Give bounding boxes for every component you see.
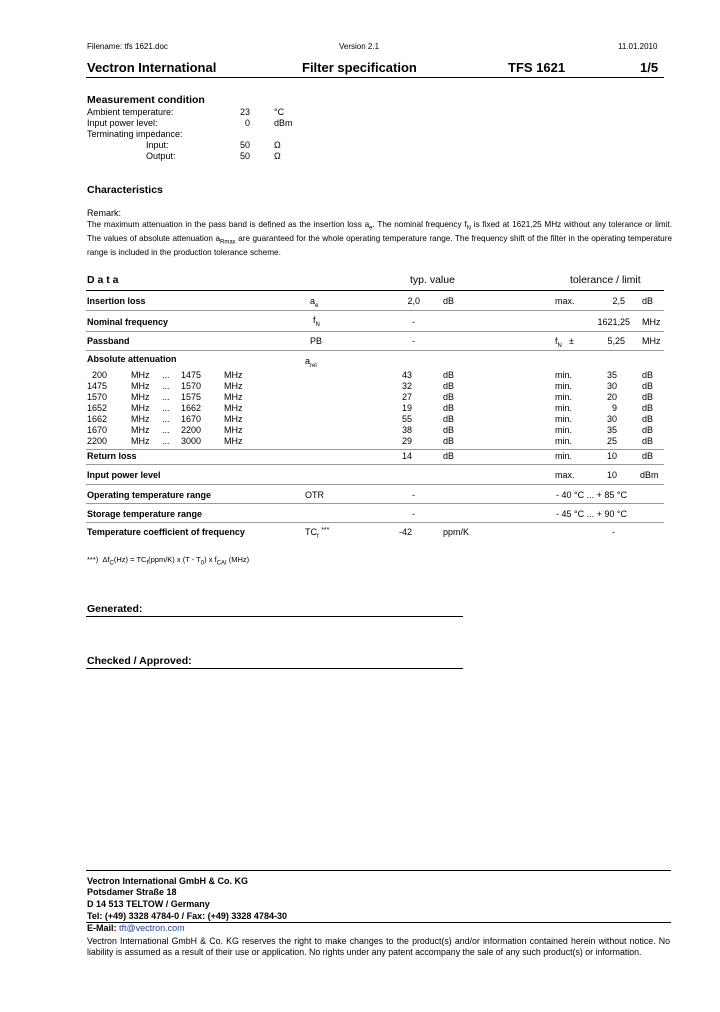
attenuation-cell-kind: min. [555, 403, 573, 413]
storage-limit: - 45 °C ... + 90 °C [556, 509, 627, 519]
attenuation-cell-u1: MHz [131, 370, 150, 380]
row-rule [86, 484, 664, 485]
meas-value: 50 [239, 151, 250, 161]
row-rule [86, 464, 664, 465]
attenuation-cell-unit: dB [443, 370, 455, 380]
attenuation-cell-f2: 3000 [180, 436, 201, 446]
header-company: Vectron International [87, 60, 217, 75]
return-loss-limit-unit: dB [642, 451, 654, 461]
attenuation-cell-lim: 25 [606, 436, 617, 446]
attenuation-cell-lim: 30 [606, 414, 617, 424]
attenuation-cell-lim: 35 [606, 370, 617, 380]
meas-unit: Ω [274, 140, 281, 150]
attenuation-cell-lim-unit: dB [642, 425, 654, 435]
footnote: ***) $\Delta f_C(Hz) = TC_f(ppm/K)$ x $(T - T_0)$ x $f_{CAI}$ (MHz) [87, 555, 250, 567]
attenuation-cell-f2: 1662 [180, 403, 201, 413]
attenuation-cell-u2: MHz [224, 370, 243, 380]
attenuation-cell-typ: 43 [401, 370, 412, 380]
otr-typ: - [412, 490, 415, 500]
attenuation-cell-dots: ... [162, 403, 170, 413]
col-tol-header: tolerance / limit [570, 274, 641, 286]
attenuation-cell-typ: 38 [401, 425, 412, 435]
attenuation-cell-f1: 2200 [87, 436, 108, 446]
row-rule [86, 449, 664, 450]
attenuation-cell-f2: 1575 [180, 392, 201, 402]
attenuation-cell-f2: 1670 [180, 414, 201, 424]
meas-label: Ambient temperature: [87, 107, 174, 117]
meas-unit: °C [274, 107, 285, 117]
footer-disclaimer: Vectron International GmbH & Co. KG reserves the right to make changes to the product(s) and/or information contained herein without notice. No liability is assumed as a result of their use or application. No rights under any patent accompany the sale of any such product(s) or information. [87, 936, 670, 957]
input-power-limit-kind: max. [555, 470, 575, 480]
return-loss-limit-kind: min. [555, 451, 573, 461]
passband-label: Passband [87, 336, 130, 346]
attenuation-cell-typ: 19 [401, 403, 412, 413]
absolute-attenuation-label: Absolute attenuation [87, 354, 177, 364]
passband-plus-minus: ± [569, 336, 574, 346]
row-rule [86, 310, 664, 311]
attenuation-cell-lim-unit: dB [642, 370, 654, 380]
email-link[interactable]: tft@vectron.com [119, 923, 185, 933]
input-power-limit: 10 [606, 470, 617, 480]
attenuation-cell-typ: 27 [401, 392, 412, 402]
attenuation-cell-dots: ... [162, 425, 170, 435]
attenuation-cell-lim: 30 [606, 381, 617, 391]
attenuation-cell-f1: 1570 [87, 392, 108, 402]
row-rule [86, 522, 664, 523]
attenuation-cell-f2: 1570 [180, 381, 201, 391]
meas-unit: Ω [274, 151, 281, 161]
attenuation-cell-kind: min. [555, 436, 573, 446]
attenuation-cell-unit: dB [443, 392, 455, 402]
attenuation-cell-lim-unit: dB [642, 381, 654, 391]
meas-label: Terminating impedance: [87, 129, 183, 139]
attenuation-cell-lim: 35 [606, 425, 617, 435]
meas-value: 23 [239, 107, 250, 117]
storage-label: Storage temperature range [87, 509, 203, 519]
passband-symbol: PB [310, 336, 323, 346]
attenuation-cell-kind: min. [555, 425, 573, 435]
tcf-limit: - [612, 527, 615, 537]
footer-company: Vectron International GmbH & Co. KG [87, 876, 249, 886]
row-rule [86, 503, 664, 504]
input-power-limit-unit: dBm [640, 470, 659, 480]
attenuation-cell-dots: ... [162, 370, 170, 380]
meas-label: Input: [146, 140, 169, 150]
attenuation-cell-u2: MHz [224, 381, 243, 391]
tcf-symbol: $TC_f$ *** [305, 527, 330, 540]
insertion-loss-symbol: $a_e$ [310, 296, 319, 309]
insertion-loss-limit-kind: max. [555, 296, 575, 306]
attenuation-cell-typ: 29 [401, 436, 412, 446]
otr-limit: - 40 °C ... + 85 °C [556, 490, 627, 500]
meas-label: Input power level: [87, 118, 158, 128]
tcf-unit: ppm/K [443, 527, 470, 537]
header-filename: Filename: tfs 1621.doc [87, 42, 168, 51]
attenuation-cell-dots: ... [162, 414, 170, 424]
attenuation-cell-u2: MHz [224, 403, 243, 413]
attenuation-cell-u1: MHz [131, 381, 150, 391]
checked-signature-line [86, 668, 463, 669]
checked-label: Checked / Approved: [87, 655, 192, 667]
header-part-number: TFS 1621 [508, 60, 566, 75]
footer-city: D 14 513 TELTOW / Germany [87, 899, 210, 909]
tcf-typ: -42 [398, 527, 412, 537]
attenuation-cell-f1: 1652 [87, 403, 108, 413]
attenuation-cell-kind: min. [555, 370, 573, 380]
attenuation-cell-lim-unit: dB [642, 392, 654, 402]
footer-street: Potsdamer Straße 18 [87, 887, 177, 897]
generated-label: Generated: [87, 603, 143, 615]
attenuation-cell-kind: min. [555, 381, 573, 391]
attenuation-cell-dots: ... [162, 392, 170, 402]
meas-label: Output: [146, 151, 176, 161]
otr-symbol: OTR [305, 490, 324, 500]
attenuation-cell-f2: 1475 [180, 370, 201, 380]
attenuation-cell-kind: min. [555, 414, 573, 424]
attenuation-cell-f1: 1662 [87, 414, 108, 424]
header-rule [86, 77, 664, 78]
remark-label: Remark: [87, 208, 122, 218]
characteristics-title: Characteristics [87, 184, 163, 196]
row-rule [86, 350, 664, 351]
insertion-loss-typ: 2,0 [407, 296, 420, 306]
return-loss-unit: dB [443, 451, 455, 461]
nominal-frequency-symbol: $f_N$ [313, 315, 320, 328]
attenuation-cell-f1: 200 [91, 370, 107, 380]
attenuation-cell-typ: 55 [401, 414, 412, 424]
footer-phone: Tel: (+49) 3328 4784-0 / Fax: (+49) 3328 4784-30 [87, 911, 287, 921]
attenuation-cell-unit: dB [443, 414, 455, 424]
passband-limit-unit: MHz [642, 336, 661, 346]
nominal-frequency-typ: - [412, 317, 415, 327]
attenuation-cell-typ: 32 [401, 381, 412, 391]
return-loss-label: Return loss [87, 451, 137, 461]
col-typ-header: typ. value [410, 274, 455, 286]
attenuation-cell-u1: MHz [131, 436, 150, 446]
header-doc-title: Filter specification [302, 60, 417, 75]
attenuation-cell-u2: MHz [224, 436, 243, 446]
attenuation-cell-unit: dB [443, 403, 455, 413]
attenuation-cell-u2: MHz [224, 392, 243, 402]
attenuation-cell-u1: MHz [131, 403, 150, 413]
generated-signature-line [86, 616, 463, 617]
measurement-title: Measurement condition [87, 94, 205, 106]
attenuation-cell-unit: dB [443, 425, 455, 435]
header-date: 11.01.2010 [618, 42, 658, 51]
storage-typ: - [412, 509, 415, 519]
attenuation-cell-lim-unit: dB [642, 436, 654, 446]
attenuation-cell-f1: 1670 [87, 425, 108, 435]
nominal-frequency-label: Nominal frequency [87, 317, 169, 327]
tcf-label: Temperature coefficient of frequency [87, 527, 245, 537]
remark-text: The maximum attenuation in the pass band is defined as the insertion loss $a_e$. The nominal frequency $f_N$ is fixed at 1621,25 MHz without any tolerance or limit. The values of absolute attenuation $a_{Rmax}$ are guaranteed for the whole operating temperature range. The frequency shift of the filter in the operating temperature range is included in the production tolerance scheme. [87, 220, 672, 258]
header-page-number: 1/5 [640, 60, 659, 75]
nominal-frequency-limit: 1621,25 [597, 317, 630, 327]
passband-typ: - [412, 336, 415, 346]
meas-value: 50 [239, 140, 250, 150]
attenuation-cell-dots: ... [162, 436, 170, 446]
meas-value: 0 [244, 118, 250, 128]
passband-limit: 5,25 [607, 336, 625, 346]
meas-unit: dBm [274, 118, 293, 128]
attenuation-cell-u1: MHz [131, 425, 150, 435]
row-rule [86, 331, 664, 332]
data-title: D a t a [87, 274, 119, 286]
attenuation-cell-unit: dB [443, 381, 455, 391]
otr-label: Operating temperature range [87, 490, 212, 500]
insertion-loss-limit-unit: dB [642, 296, 654, 306]
attenuation-cell-u2: MHz [224, 414, 243, 424]
attenuation-cell-lim-unit: dB [642, 414, 654, 424]
attenuation-cell-f1: 1475 [87, 381, 108, 391]
footer-email-row: E-Mail: tft@vectron.com [87, 923, 185, 933]
attenuation-cell-kind: min. [555, 392, 573, 402]
attenuation-cell-lim: 20 [606, 392, 617, 402]
attenuation-cell-lim: 9 [611, 403, 617, 413]
attenuation-cell-lim-unit: dB [642, 403, 654, 413]
footer-rule [86, 870, 671, 871]
nominal-frequency-limit-unit: MHz [642, 317, 661, 327]
absolute-attenuation-symbol: $a_{rel}$ [305, 356, 317, 369]
attenuation-cell-unit: dB [443, 436, 455, 446]
return-loss-limit: 10 [606, 451, 617, 461]
insertion-loss-limit: 2,5 [612, 296, 625, 306]
attenuation-cell-u1: MHz [131, 392, 150, 402]
table-rule [86, 290, 664, 291]
attenuation-cell-dots: ... [162, 381, 170, 391]
passband-limit-kind: $f_N$ [555, 336, 562, 349]
insertion-loss-unit: dB [443, 296, 455, 306]
attenuation-cell-f2: 2200 [180, 425, 201, 435]
insertion-loss-label: Insertion loss [87, 296, 146, 306]
attenuation-cell-u2: MHz [224, 425, 243, 435]
return-loss-typ: 14 [401, 451, 412, 461]
attenuation-cell-u1: MHz [131, 414, 150, 424]
input-power-label: Input power level [87, 470, 161, 480]
header-version: Version 2.1 [339, 42, 380, 51]
